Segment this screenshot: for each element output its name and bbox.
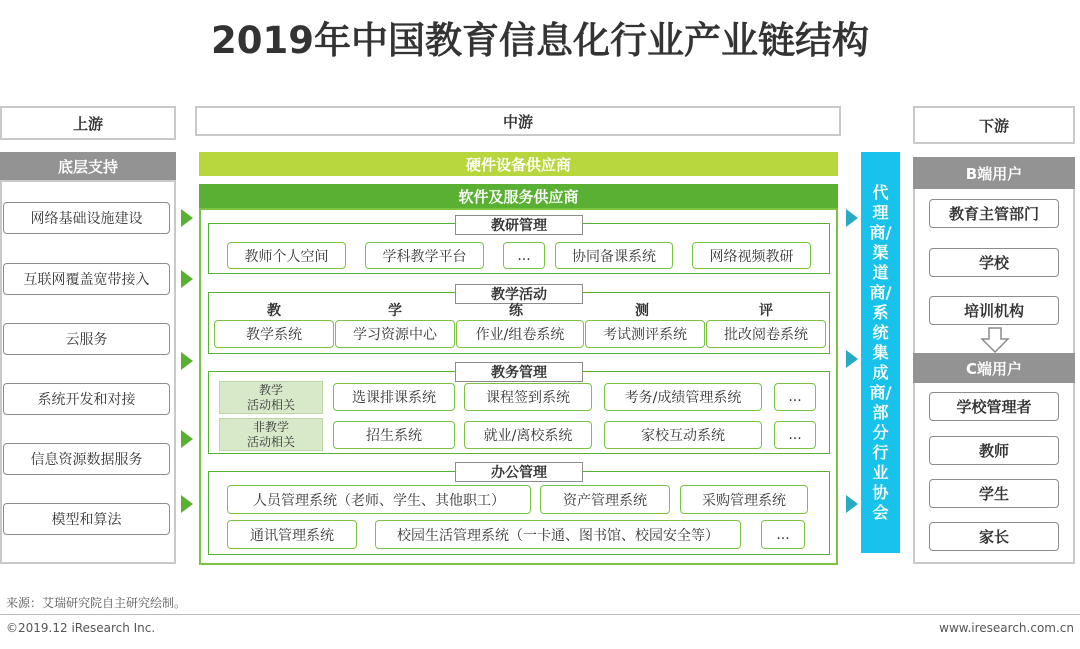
b-user-item: 培训机构 <box>929 296 1059 325</box>
research-item: 教师个人空间 <box>227 242 346 269</box>
upstream-header: 上游 <box>0 106 176 140</box>
office-item: 资产管理系统 <box>540 485 670 514</box>
office-item: ... <box>761 520 805 549</box>
arrow-right-icon <box>181 495 193 513</box>
c-user-item: 学生 <box>929 479 1059 508</box>
c-user-item: 学校管理者 <box>929 392 1059 421</box>
arrow-right-icon <box>181 270 193 288</box>
research-label: 教研管理 <box>455 215 583 235</box>
teaching-label: 教学活动 <box>455 284 583 304</box>
arrow-right-icon <box>846 495 858 513</box>
research-item: 学科教学平台 <box>365 242 484 269</box>
channel-agent-bar: 代理商/渠道商/系统集成商/部分行业协会 <box>861 152 900 553</box>
teaching-item: 学习资源中心 <box>335 320 455 348</box>
category-non-teaching-related: 非教学 活动相关 <box>219 418 323 451</box>
office-label: 办公管理 <box>455 462 583 482</box>
arrow-right-icon <box>181 352 193 370</box>
category-teaching-related: 教学 活动相关 <box>219 381 323 414</box>
office-item: 人员管理系统（老师、学生、其他职工） <box>227 485 531 514</box>
practice-head: 练 <box>509 303 523 319</box>
divider <box>0 614 1080 615</box>
office-item: 通讯管理系统 <box>227 520 357 549</box>
upstream-bar: 底层支持 <box>0 152 176 180</box>
arrow-right-icon <box>181 430 193 448</box>
evaluate-head: 评 <box>759 303 773 319</box>
c-users-bar: C端用户 <box>913 353 1075 383</box>
b-users-bar: B端用户 <box>913 157 1075 189</box>
learning-head: 学 <box>388 303 402 319</box>
arrow-right-icon <box>181 209 193 227</box>
c-user-item: 家长 <box>929 522 1059 551</box>
teaching-item: 批改阅卷系统 <box>706 320 826 348</box>
upstream-item: 模型和算法 <box>3 503 170 535</box>
source-note: 来源：艾瑞研究院自主研究绘制。 <box>6 596 187 610</box>
research-item: 协同备课系统 <box>555 242 673 269</box>
affairs-item: 就业/离校系统 <box>464 421 592 449</box>
affairs-item: 招生系统 <box>333 421 455 449</box>
b-user-item: 教育主管部门 <box>929 199 1059 228</box>
page-title: 2019年中国教育信息化行业产业链结构 <box>211 19 869 62</box>
b-user-item: 学校 <box>929 248 1059 277</box>
affairs-item: 课程签到系统 <box>464 383 592 411</box>
affairs-item: ... <box>774 383 816 411</box>
upstream-item: 互联网覆盖宽带接入 <box>3 263 170 295</box>
test-head: 测 <box>635 303 649 319</box>
affairs-item: 考务/成绩管理系统 <box>604 383 762 411</box>
downstream-header: 下游 <box>913 106 1075 144</box>
teaching-head: 教 <box>267 303 281 319</box>
teaching-item: 考试测评系统 <box>585 320 705 348</box>
upstream-item: 云服务 <box>3 323 170 355</box>
arrow-right-icon <box>846 350 858 368</box>
affairs-item: 选课排课系统 <box>333 383 455 411</box>
website-link[interactable]: www.iresearch.com.cn <box>939 621 1074 635</box>
teaching-item: 作业/组卷系统 <box>456 320 584 348</box>
arrow-right-icon <box>846 209 858 227</box>
midstream-header: 中游 <box>195 106 841 136</box>
affairs-item: ... <box>774 421 816 449</box>
software-supplier-bar: 软件及服务供应商 <box>199 184 838 208</box>
office-item: 校园生活管理系统（一卡通、图书馆、校园安全等） <box>375 520 741 549</box>
office-item: 采购管理系统 <box>680 485 808 514</box>
upstream-item: 系统开发和对接 <box>3 383 170 415</box>
affairs-item: 家校互动系统 <box>604 421 762 449</box>
copyright: ©2019.12 iResearch Inc. <box>6 621 156 635</box>
affairs-label: 教务管理 <box>455 362 583 382</box>
hardware-supplier-bar: 硬件设备供应商 <box>199 152 838 176</box>
arrow-down-icon <box>980 327 1010 353</box>
research-item: 网络视频教研 <box>692 242 811 269</box>
research-item: ... <box>503 242 545 269</box>
teaching-item: 教学系统 <box>214 320 334 348</box>
c-user-item: 教师 <box>929 436 1059 465</box>
upstream-item: 信息资源数据服务 <box>3 443 170 475</box>
upstream-item: 网络基础设施建设 <box>3 202 170 234</box>
